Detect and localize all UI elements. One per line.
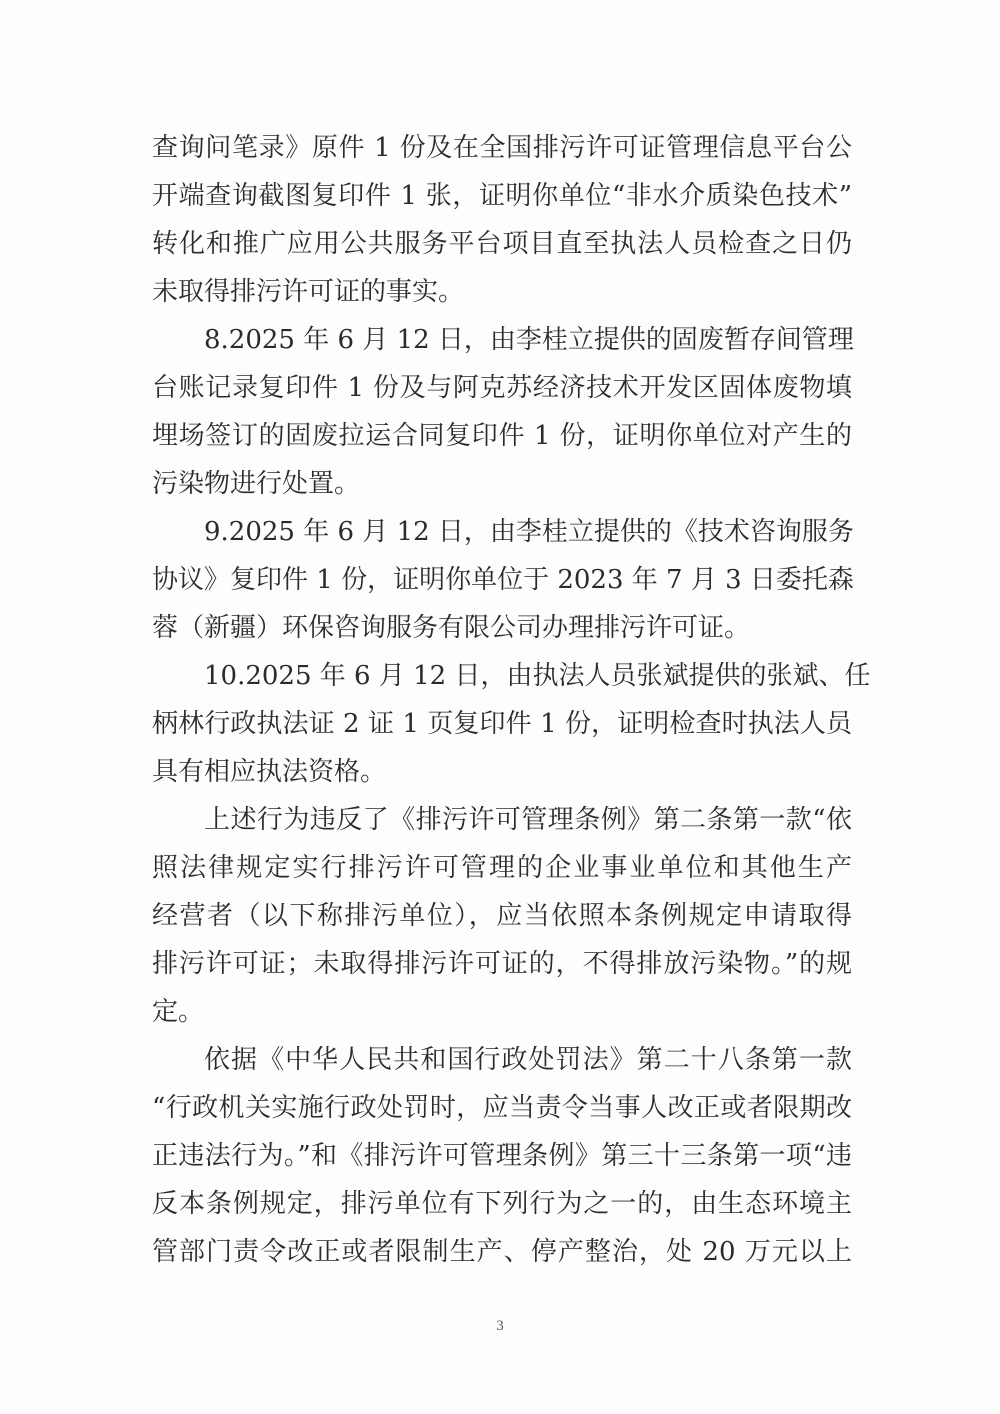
body-text — [152, 124, 871, 1276]
page-number: 3 — [496, 1318, 504, 1334]
text-line: 排污许可证；未取得排污许可证的，不得排放污染物。”的规 — [152, 949, 852, 979]
text-line: 未取得排污许可证的事实。 — [152, 277, 465, 307]
text-line: 具有相应执法资格。 — [152, 757, 387, 787]
text-line: 埋场签订的固废拉运合同复印件 1 份，证明你单位对产生的 — [152, 421, 852, 451]
text-line: 污染物进行处置。 — [152, 469, 361, 499]
text-line: 经营者（以下称排污单位），应当依照本条例规定申请取得 — [152, 901, 852, 931]
paragraph-start-line: 依据《中华人民共和国行政处罚法》第二十八条第一款 — [204, 1045, 852, 1075]
text-line: 协议》复印件 1 份，证明你单位于 2023 年 7 月 3 日委托森 — [152, 565, 854, 595]
text-line: 定。 — [152, 997, 205, 1027]
text-line: 蓉（新疆）环保咨询服务有限公司办理排污许可证。 — [152, 613, 751, 643]
text-line: 开端查询截图复印件 1 张，证明你单位“非水介质染色技术” — [152, 181, 852, 211]
text-line: 照法律规定实行排污许可管理的企业事业单位和其他生产 — [152, 853, 852, 883]
text-line: 反本条例规定，排污单位有下列行为之一的，由生态环境主 — [152, 1189, 852, 1219]
paragraph-start-line: 上述行为违反了《排污许可管理条例》第二条第一款“依 — [204, 805, 852, 835]
text-line: “行政机关实施行政处罚时，应当责令当事人改正或者限期改 — [152, 1093, 852, 1123]
paragraph-start-line: 8.2025 年 6 月 12 日，由李桂立提供的固废暂存间管理 — [204, 325, 854, 355]
text-line: 台账记录复印件 1 份及与阿克苏经济技术开发区固体废物填 — [152, 373, 852, 403]
text-line: 正违法行为。”和《排污许可管理条例》第三十三条第一项“违 — [152, 1141, 852, 1171]
paragraph-start-line: 9.2025 年 6 月 12 日，由李桂立提供的《技术咨询服务 — [204, 517, 854, 547]
paragraph-start-line: 10.2025 年 6 月 12 日，由执法人员张斌提供的张斌、任 — [204, 661, 871, 691]
text-line: 转化和推广应用公共服务平台项目直至执法人员检查之日仍 — [152, 229, 852, 259]
text-line: 管部门责令改正或者限制生产、停产整治，处 20 万元以上 — [152, 1237, 852, 1267]
text-line: 柄林行政执法证 2 证 1 页复印件 1 份，证明检查时执法人员 — [152, 709, 852, 739]
text-line: 查询问笔录》原件 1 份及在全国排污许可证管理信息平台公 — [152, 133, 852, 163]
